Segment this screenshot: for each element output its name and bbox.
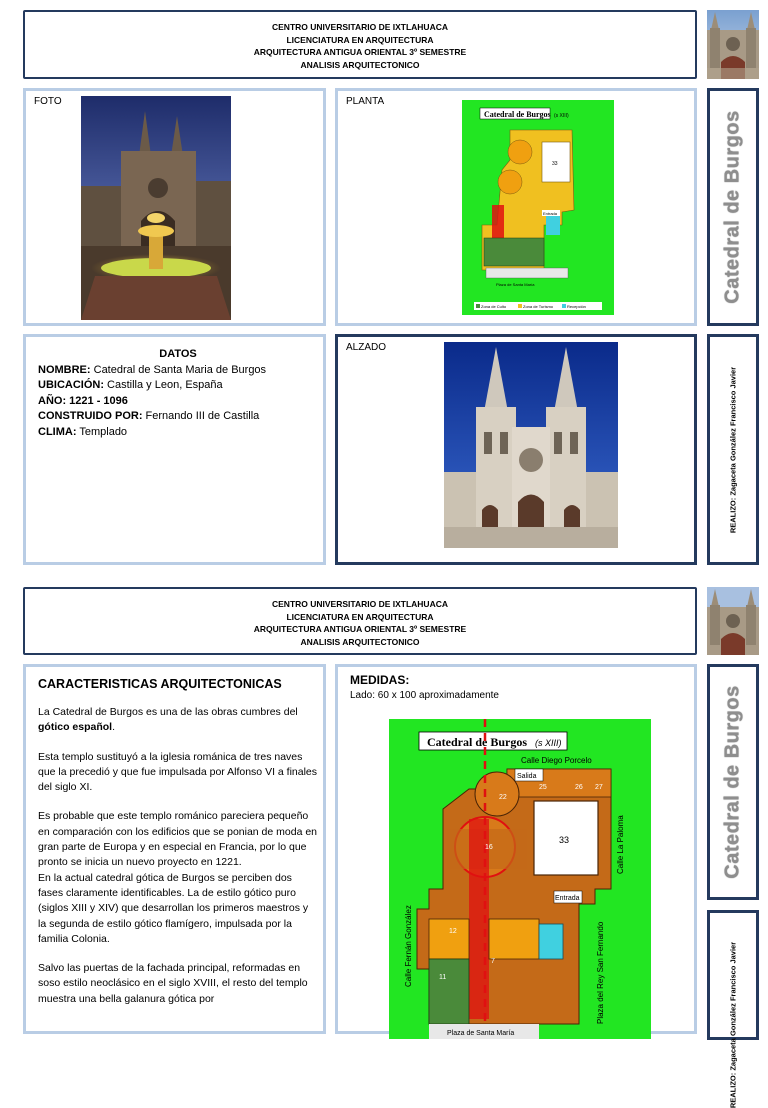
side-title-panel: [707, 88, 759, 326]
room-33: 33: [559, 835, 570, 845]
header2-line-3: ARQUITECTURA ANTIGUA ORIENTAL 3º SEMESTRE: [253, 624, 467, 634]
ubicacion-key: UBICACIÓN:: [38, 379, 104, 391]
construido-value: Fernando III de Castilla: [142, 410, 260, 422]
svg-text:33: 33: [552, 161, 558, 167]
side-author-panel: [707, 334, 759, 565]
alzado-panel: [335, 334, 697, 565]
nombre-value: Catedral de Santa Maria de Burgos: [90, 363, 267, 376]
datos-panel: [23, 334, 326, 565]
svg-text:11: 11: [439, 974, 447, 981]
header-line-1: CENTRO UNIVERSITARIO DE IXTLAHUACA: [272, 22, 448, 32]
side-title: Catedral de Burgos: [721, 110, 744, 304]
svg-text:Recepción: Recepción: [567, 304, 586, 309]
entrada-label: Entrada: [555, 895, 580, 902]
header2-title-block: [23, 587, 697, 655]
plaza-bottom-label: Plaza de Santa María: [447, 1030, 515, 1037]
p1-start: La Catedral de Burgos es una de las obras cumbres del: [38, 706, 298, 718]
medidas-title: MEDIDAS:: [350, 673, 410, 687]
foto-label: FOTO: [34, 96, 62, 107]
header2-line-4: ANALISIS ARQUITECTONICO: [300, 636, 420, 647]
street-right-label: Calle La Paloma: [616, 815, 625, 874]
svg-text:25: 25: [539, 784, 547, 791]
plaza-right-label: Plaza del Rey San Fernando: [596, 921, 605, 1024]
header-line-2: LICENCIATURA EN ARQUITECTURA: [286, 34, 434, 45]
construido-key: CONSTRUIDO POR:: [38, 410, 143, 422]
svg-text:Zona de Culto: Zona de Culto: [481, 304, 507, 309]
planta-panel: [335, 88, 697, 326]
side-author-2: REALIZO: Zagaceta González Francisco Javier: [728, 941, 738, 1108]
plan-century: (s XIII): [535, 738, 562, 748]
cathedral-night-photo: [81, 96, 231, 320]
plan-small-title: Catedral de Burgos: [484, 110, 551, 119]
nombre-key: NOMBRE:: [38, 363, 91, 376]
paragraph-3: Es probable que este templo románico pareciera pequeño en comparación con los edificios que se ponian de moda en gran parte de Europa y en especial en Francia, por lo que pronto se inicia un nuevo proyecto en 1221.: [38, 810, 318, 869]
side-title-panel-2: [707, 664, 759, 900]
foto-panel: [23, 88, 326, 326]
p1-bold: gótico español: [38, 721, 113, 734]
floor-plan-small: [462, 100, 614, 315]
street-top-label: Calle Diego Porcelo: [521, 756, 592, 765]
cathedral-facade-photo: [444, 342, 618, 548]
header-title-block: [23, 10, 697, 79]
svg-text:Zona de Turismo: Zona de Turismo: [523, 304, 554, 309]
paragraph-4: Salvo las puertas de la fachada principal, reformadas en soso estilo neoclásico en el siglo XVIII, el resto del templo muestra una bella galanura gótica por: [38, 962, 308, 1005]
header-line-3: ARQUITECTURA ANTIGUA ORIENTAL 3º SEMESTRE: [253, 47, 467, 57]
ubicacion-value: Castilla y Leon, España: [104, 379, 223, 391]
caracteristicas-panel: [23, 664, 326, 1034]
svg-text:16: 16: [485, 844, 493, 851]
alzado-label: ALZADO: [346, 342, 387, 353]
floor-plan-large: [389, 719, 651, 1039]
street-left-label: Calle Fernán González: [404, 905, 413, 987]
cathedral-thumbnail-2: [707, 587, 759, 655]
medidas-text: Lado: 60 x 100 aproximadamente: [350, 690, 499, 701]
paragraph-2: Esta templo sustituyó a la iglesia románica de tres naves que la precedió y que fue impulsada por Alfonso VI a finales del siglo XI.: [38, 750, 318, 794]
svg-text:Entrada: Entrada: [543, 211, 558, 216]
side-title-2: Catedral de Burgos: [721, 685, 744, 879]
cathedral-thumbnail: [707, 10, 759, 79]
clima-key: CLIMA:: [38, 425, 77, 438]
svg-text:22: 22: [499, 794, 507, 801]
caracteristicas-title: CARACTERISTICAS ARQUITECTONICAS: [38, 677, 282, 691]
header-line-4: ANALISIS ARQUITECTONICO: [300, 59, 420, 70]
svg-text:7: 7: [491, 958, 495, 965]
planta-label: PLANTA: [346, 96, 385, 107]
datos-title: DATOS: [159, 348, 197, 360]
paragraph-3b: En la actual catedral gótica de Burgos se perciben dos fases claramente identificables. La de estilo gótico puro (siglos XIII y XIV) que desarrollan los primeros maestros y la segunda de estilo gótico flamígero, impulsada por la familia Colonia.: [38, 871, 309, 945]
p1-end: .: [112, 721, 116, 734]
svg-text:12: 12: [449, 928, 457, 935]
header2-line-2: LICENCIATURA EN ARQUITECTURA: [286, 611, 434, 622]
clima-value: Templado: [76, 425, 128, 438]
side-author-panel-2: [707, 910, 759, 1108]
svg-text:27: 27: [595, 784, 603, 791]
medidas-panel: [335, 664, 697, 1037]
plan-small-century: (s XIII): [554, 113, 569, 119]
header2-line-1: CENTRO UNIVERSITARIO DE IXTLAHUACA: [272, 599, 448, 609]
side-author: REALIZO: Zagaceta González Francisco Javier: [728, 366, 738, 533]
anio-key: AÑO: 1221 - 1096: [38, 394, 128, 407]
plan-title: Catedral de Burgos: [427, 735, 527, 749]
svg-text:Plaza de Santa María: Plaza de Santa María: [496, 282, 535, 287]
salida-label: Salida: [517, 773, 537, 780]
svg-text:26: 26: [575, 784, 583, 791]
